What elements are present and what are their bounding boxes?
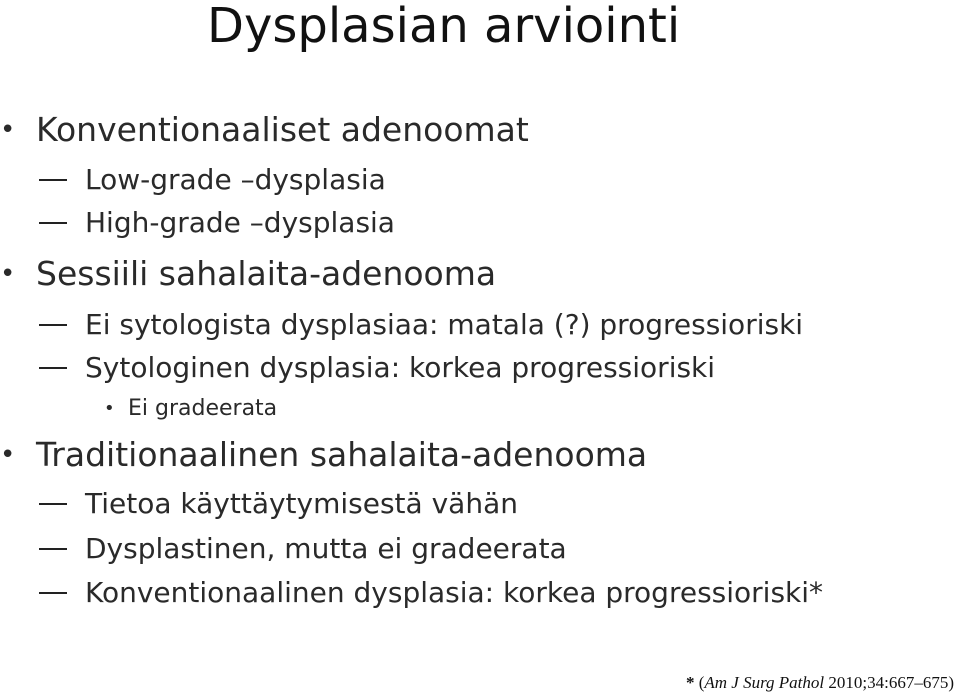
bullet-item-sessile-serrated bbox=[0, 254, 497, 294]
journal-name: Am J Surg Pathol bbox=[704, 673, 825, 692]
bullet-text: Sessiili sahalaita-adenooma bbox=[36, 254, 497, 293]
sub-item-cytologic-dysplasia bbox=[85, 351, 715, 385]
sub-item-text: High-grade –dysplasia bbox=[85, 206, 395, 239]
dash-icon bbox=[39, 592, 67, 594]
sub-item-dysplastic-not-graded bbox=[85, 532, 567, 566]
sub-item-text: Konventionaalinen dysplasia: korkea progressioriski* bbox=[85, 576, 824, 609]
bullet-icon: • bbox=[0, 440, 16, 470]
footnote-star: * bbox=[685, 673, 695, 692]
dash-icon bbox=[39, 179, 67, 181]
sub-item-little-behavior-info bbox=[85, 487, 518, 521]
sub-item-conventional-dysplasia bbox=[85, 576, 823, 610]
dash-icon bbox=[39, 222, 67, 224]
sub-item-no-cytologic-dysplasia bbox=[85, 308, 803, 342]
dash-icon bbox=[39, 324, 67, 326]
bullet-item-conventional-adenomas bbox=[0, 110, 529, 150]
slide-title: Dysplasian arviointi bbox=[207, 0, 681, 54]
dash-icon bbox=[39, 548, 67, 550]
sub-item-text: Sytologinen dysplasia: korkea progressioriski bbox=[85, 351, 716, 384]
sub-item-high-grade bbox=[85, 206, 395, 240]
bullet-icon: • bbox=[0, 115, 16, 145]
reference-footnote bbox=[686, 672, 954, 694]
bullet-icon: • bbox=[104, 398, 115, 419]
citation-open-paren: ( bbox=[698, 673, 705, 692]
sub-sub-item-not-graded bbox=[104, 395, 278, 423]
sub-item-text: Low-grade –dysplasia bbox=[85, 163, 386, 196]
bullet-text: Traditionaalinen sahalaita-adenooma bbox=[36, 435, 648, 474]
dash-icon bbox=[39, 503, 67, 505]
sub-item-low-grade bbox=[85, 163, 386, 197]
sub-sub-item-text: Ei gradeerata bbox=[128, 396, 278, 421]
sub-item-text: Tietoa käyttäytymisestä vähän bbox=[85, 487, 518, 520]
sub-item-text: Dysplastinen, mutta ei gradeerata bbox=[85, 532, 567, 565]
bullet-text: Konventionaaliset adenoomat bbox=[36, 110, 529, 149]
bullet-item-traditional-serrated bbox=[0, 435, 648, 475]
bullet-icon: • bbox=[0, 259, 16, 289]
sub-item-text: Ei sytologista dysplasiaa: matala (?) progressioriski bbox=[85, 308, 804, 341]
citation-details: 2010;34:667–675) bbox=[828, 673, 954, 692]
dash-icon bbox=[39, 367, 67, 369]
